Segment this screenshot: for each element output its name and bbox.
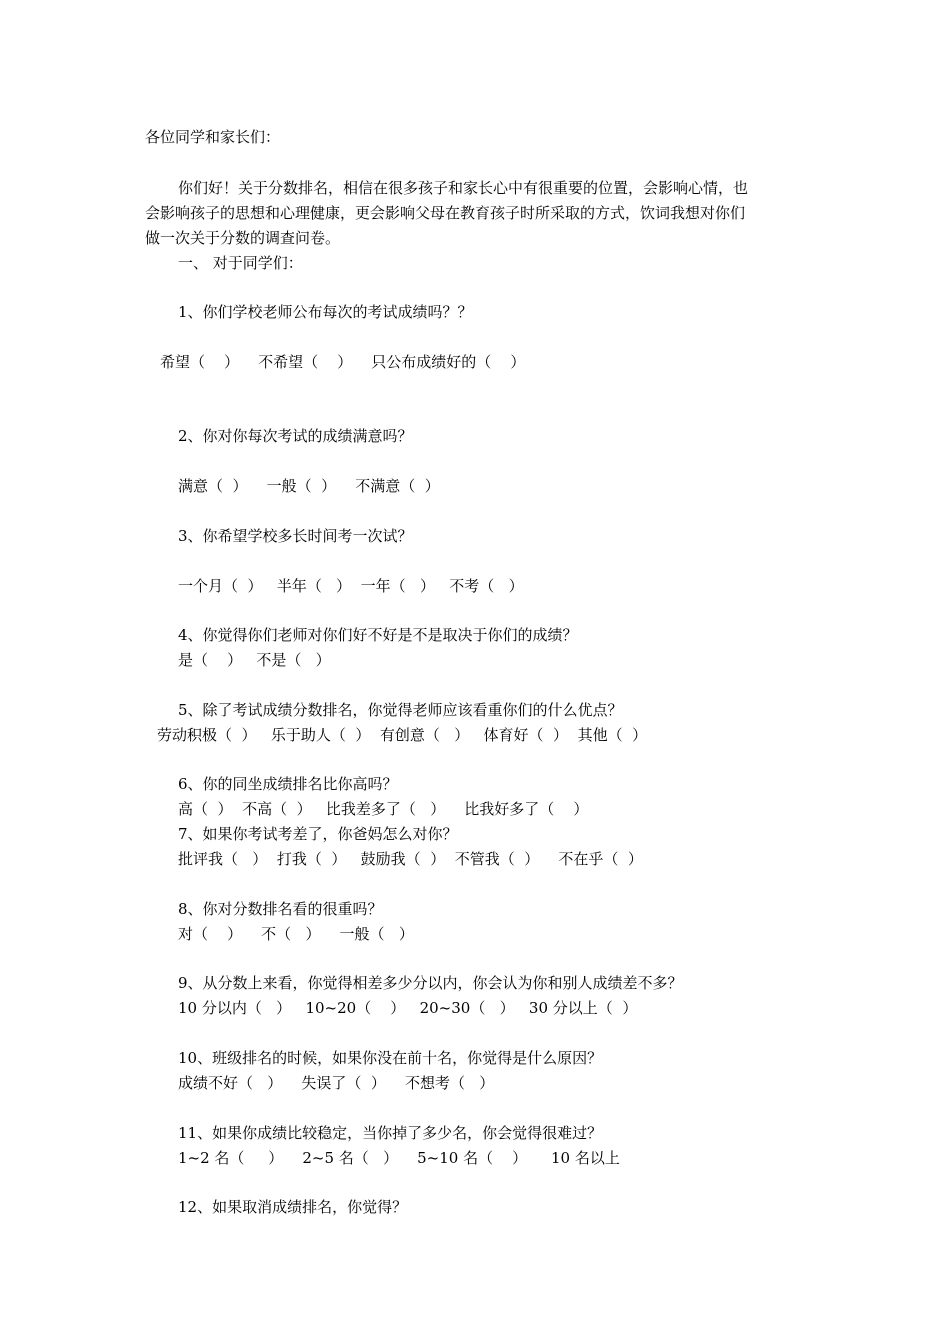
question-1: 1、你们学校老师公布每次的考试成绩吗？？ (178, 303, 473, 321)
options-7: 批评我（ ） 打我（ ） 鼓励我（ ） 不管我（ ） 不在乎（ ） (178, 850, 643, 868)
options-8: 对（ ） 不（ ） 一般（ ） (178, 925, 414, 943)
intro-line-3: 做一次关于分数的调查问卷。 (145, 229, 341, 247)
question-2: 2、你对你每次考试的成绩满意吗？ (178, 427, 413, 445)
options-2: 满意（ ） 一般（ ） 不满意（ ） (178, 477, 440, 495)
question-4: 4、你觉得你们老师对你们好不好是不是取决于你们的成绩？ (178, 626, 578, 644)
question-3: 3、你希望学校多长时间考一次试？ (178, 527, 413, 545)
greeting: 各位同学和家长们： (145, 128, 281, 146)
options-4: 是（ ） 不是（ ） (178, 651, 331, 669)
intro-line-2: 会影响孩子的思想和心理健康，更会影响父母在教育孩子时所采取的方式，饮词我想对你们 (145, 204, 746, 222)
section-heading: 一、 对于同学们： (178, 254, 303, 272)
question-6: 6、你的同坐成绩排名比你高吗？ (178, 775, 398, 793)
options-10: 成绩不好（ ） 失误了（ ） 不想考（ ） (178, 1074, 495, 1092)
question-10: 10、班级排名的时候，如果你没在前十名，你觉得是什么原因？ (178, 1049, 603, 1067)
options-6: 高（ ） 不高（ ） 比我差多了（ ） 比我好多了（ ） (178, 800, 589, 818)
question-11: 11、如果你成绩比较稳定，当你掉了多少名，你会觉得很难过？ (178, 1124, 603, 1142)
intro-line-1: 你们好！关于分数排名，相信在很多孩子和家长心中有很重要的位置，会影响心情，也 (178, 179, 749, 197)
question-5: 5、除了考试成绩分数排名，你觉得老师应该看重你们的什么优点？ (178, 701, 623, 719)
options-1: 希望（ ） 不希望（ ） 只公布成绩好的（ ） (160, 353, 526, 371)
options-9: 10 分以内（ ） 10~20（ ） 20~30（ ） 30 分以上（ ） (178, 999, 638, 1017)
options-5: 劳动积极（ ） 乐于助人（ ） 有创意（ ） 体育好（ ） 其他（ ） (157, 726, 648, 744)
options-3: 一个月（ ） 半年（ ） 一年（ ） 不考（ ） (178, 577, 524, 595)
question-9: 9、从分数上来看，你觉得相差多少分以内，你会认为你和别人成绩差不多？ (178, 974, 683, 992)
options-11: 1~2 名（ ） 2~5 名（ ） 5~10 名（ ） 10 名以上 (178, 1149, 620, 1167)
question-12: 12、如果取消成绩排名，你觉得？ (178, 1198, 408, 1216)
question-7: 7、如果你考试考差了，你爸妈怎么对你？ (178, 825, 458, 843)
question-8: 8、你对分数排名看的很重吗？ (178, 900, 383, 918)
